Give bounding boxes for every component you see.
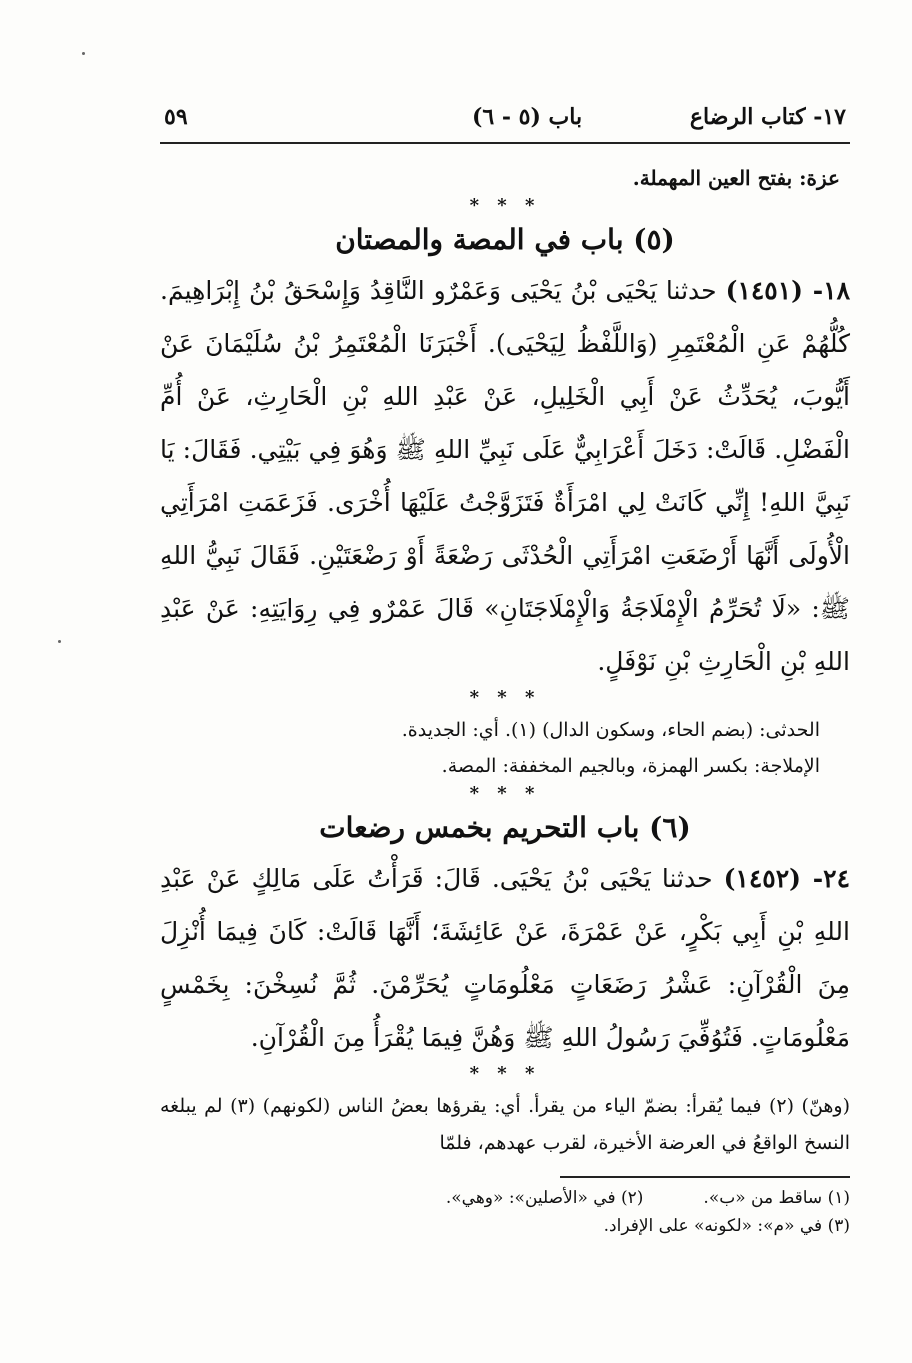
separator-stars: * * *	[469, 195, 541, 216]
separator-stars: * * *	[469, 783, 541, 804]
footnotes	[160, 1184, 850, 1240]
commentary: (وهنّ) (٢) فيما يُقرأ: بضمّ الياء من يقرأ. أي: يقرؤها بعضُ الناس (لكونهم) (٣) لم يبلغه النسخ الواقعُ في العرضة الأخيرة، لقرب عهدهم، فلمّا	[160, 1095, 851, 1154]
hadith-1452	[160, 852, 850, 1064]
section-5-title: (٥) باب في المصة والمصتان	[335, 223, 675, 256]
running-header	[160, 100, 850, 144]
gloss-hadatha: الحدثى: (بضم الحاء، وسكون الدال) (١). أي: الجديدة.	[401, 719, 820, 741]
hadith-1451	[160, 264, 850, 688]
hadith-number: ١٨- (١٤٥١)	[725, 276, 850, 305]
scan-speck	[82, 52, 85, 55]
footnote-3: (٣) في «م»: «لكونه» على الإفراد.	[603, 1216, 850, 1236]
footnote-rule	[560, 1176, 850, 1178]
top-note: عزة: بفتح العين المهملة.	[632, 166, 840, 190]
gloss-imlaja: الإملاجة: بكسر الهمزة، وبالجيم المخففة: المصة.	[441, 755, 820, 777]
separator-stars: * * *	[469, 1063, 541, 1084]
hadith-number: ٢٤- (١٤٥٢)	[723, 864, 850, 893]
hadith-text: حدثنا يَحْيَى بْنُ يَحْيَى وَعَمْرٌو النَّاقِدُ وَإِسْحَقُ بْنُ إِبْرَاهِيمَ. كُلُّهُمْ عَنِ الْمُعْتَمِرِ (وَاللَّفْظُ لِيَحْيَى). أَخْبَرَنَا الْمُعْتَمِرُ بْنُ سُلَيْمَانَ عَنْ أَيُّوبَ، يُحَدِّثُ عَنْ أَبِي الْخَلِيلِ، عَنْ عَبْدِ اللهِ بْنِ الْحَارِثِ، عَنْ أُمِّ الْفَضْلِ. قَالَتْ: دَخَلَ أَعْرَابِيٌّ عَلَى نَبِيِّ اللهِ ﷺ وَهُوَ فِي بَيْتِي. فَقَالَ: يَا نَبِيَّ اللهِ! إِنِّي كَانَتْ لِي امْرَأَةٌ فَتَزَوَّجْتُ عَلَيْهَا أُخْرَى. فَزَعَمَتِ امْرَأَتِي الْأُولَى أَنَّهَا أَرْضَعَتِ امْرَأَتِي الْحُدْثَى رَضْعَةً أَوْ رَضْعَتَيْنِ. فَقَالَ نَبِيُّ اللهِ ﷺ: «لَا تُحَرِّمُ الْإِمْلَاجَةُ وَالْإِمْلَاجَتَانِ» قَالَ عَمْرٌو فِي رِوَايَتِهِ: عَنْ عَبْدِ اللهِ بْنِ الْحَارِثِ بْنِ نَوْفَلٍ.	[160, 276, 850, 676]
bab-range: باب (٥ - ٦)	[471, 104, 583, 130]
footnote-row	[160, 1184, 850, 1212]
section-6-title: (٦) باب التحريم بخمس رضعات	[319, 811, 691, 844]
hadith-text: حدثنا يَحْيَى بْنُ يَحْيَى. قَالَ: قَرَأْتُ عَلَى مَالِكٍ عَنْ عَبْدِ اللهِ بْنِ أَبِي بَكْرٍ، عَنْ عَمْرَةَ، عَنْ عَائِشَةَ؛ أَنَّهَا قَالَتْ: كَانَ فِيمَا أُنْزِلَ مِنَ الْقُرْآنِ: عَشْرُ رَضَعَاتٍ مَعْلُومَاتٍ يُحَرِّمْنَ. ثُمَّ نُسِخْنَ: بِخَمْسٍ مَعْلُومَاتٍ. فَتُوُفِّيَ رَسُولُ اللهِ ﷺ وَهُنَّ فِيمَا يُقْرَأُ مِنَ الْقُرْآنِ.	[160, 864, 850, 1052]
footnote-1: (١) ساقط من «ب».	[703, 1188, 850, 1208]
page-number: ٥٩	[164, 104, 188, 130]
separator-stars: * * *	[469, 687, 541, 708]
chapter-title: ١٧- كتاب الرضاع	[689, 104, 846, 130]
book-page	[160, 100, 850, 1340]
footnote-2: (٢) في «الأصلين»: «وهي».	[445, 1188, 644, 1208]
scan-speck	[58, 640, 61, 643]
